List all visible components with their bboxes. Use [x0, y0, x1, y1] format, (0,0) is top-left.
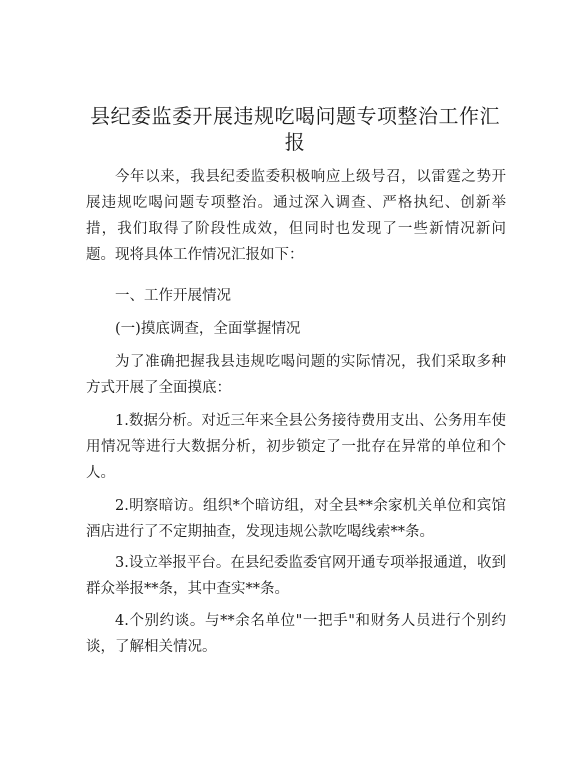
subsection-intro-paragraph: 为了准确把握我县违规吃喝问题的实际情况，我们采取多种方式开展了全面摸底： — [86, 354, 506, 396]
subsection-heading: (一)摸底调查，全面掌握情况 — [115, 321, 301, 337]
document-title: 县纪委监委开展违规吃喝问题专项整治工作汇报 — [90, 104, 500, 154]
section-heading: 一、工作开展情况 — [115, 288, 231, 304]
list-item-report-platform: 3.设立举报平台。在县纪委监委官网开通专项举报通道，收到群众举报**条，其中查实**条。 — [86, 555, 506, 597]
list-item-interview: 4.个别约谈。与**余名单位"一把手"和财务人员进行个别约谈，了解相关情况。 — [86, 613, 506, 655]
intro-paragraph: 今年以来，我县纪委监委积极响应上级号召，以雷霆之势开展违规吃喝问题专项整治。通过深入调查、严格执纪、创新举措，我们取得了阶段性成效，但同时也发现了一些新情况新问题。现将具体工作情况汇报如下： — [86, 169, 506, 263]
list-item-inspection: 2.明察暗访。组织*个暗访组，对全县**余家机关单位和宾馆酒店进行了不定期抽查，发现违规公款吃喝线索**条。 — [86, 498, 506, 540]
list-item-data-analysis: 1.数据分析。对近三年来全县公务接待费用支出、公务用车使用情况等进行大数据分析，初步锁定了一批存在异常的单位和个人。 — [86, 413, 506, 481]
